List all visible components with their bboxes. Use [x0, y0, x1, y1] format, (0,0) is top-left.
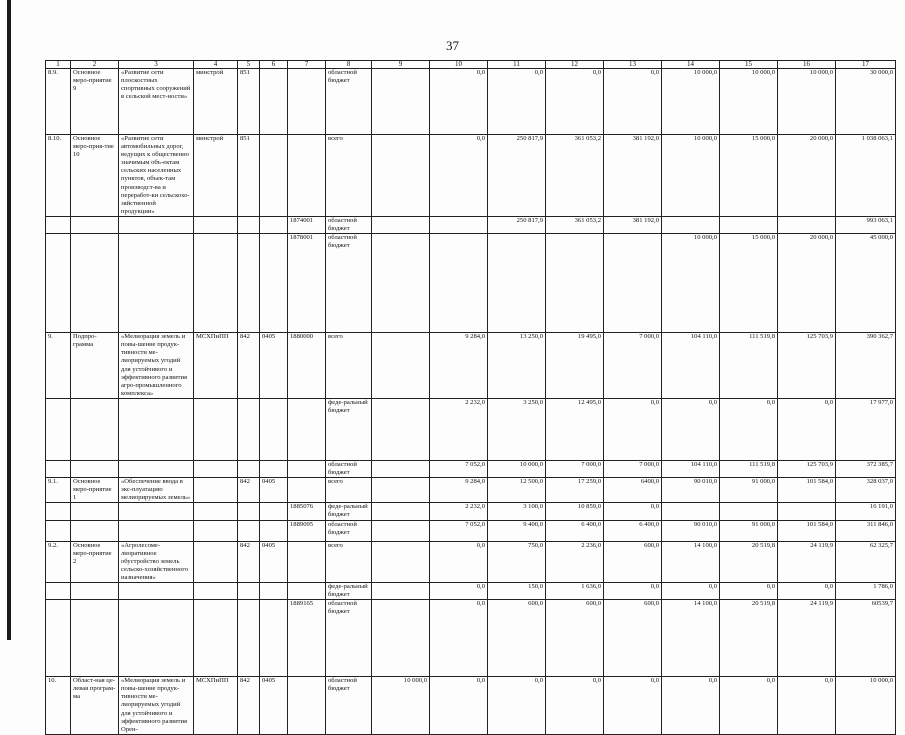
table-cell: 993 063,1: [836, 216, 896, 233]
table-cell: [238, 520, 260, 541]
table-cell: [194, 583, 238, 600]
table-cell: областной бюджет: [326, 460, 372, 477]
table-cell: 6 400,0: [604, 520, 662, 541]
table-cell: 8.9.: [46, 69, 71, 135]
table-cell: 9 284,0: [430, 478, 488, 503]
table-cell: 10 000,0: [488, 460, 546, 477]
table-row: [46, 478, 896, 503]
table-cell: 45 000,0: [836, 234, 896, 333]
table-cell: Подпро-грамма: [71, 333, 119, 399]
table-cell: Основное меро-приятие 2: [71, 541, 119, 582]
table-cell: [372, 234, 430, 333]
table-cell: Област-ная це-левая програм-ма: [71, 677, 119, 735]
table-cell: 3 250,0: [488, 398, 546, 460]
table-cell: 30 000,0: [836, 69, 896, 135]
table-cell: [662, 503, 720, 520]
column-number-cell: 14: [662, 61, 720, 69]
table-cell: [372, 135, 430, 217]
table-cell: 0,0: [720, 677, 778, 735]
table-cell: 2 232,0: [430, 398, 488, 460]
table-cell: 390 362,7: [836, 333, 896, 399]
table-cell: [778, 216, 836, 233]
table-cell: 0,0: [430, 583, 488, 600]
table-cell: [288, 69, 326, 135]
table-cell: 1885076: [288, 503, 326, 520]
table-cell: 0,0: [604, 503, 662, 520]
table-cell: 0,0: [720, 398, 778, 460]
table-cell: 0,0: [662, 677, 720, 735]
table-cell: феде-ральный бюджет: [326, 503, 372, 520]
table-row: [46, 600, 896, 677]
table-row: [46, 216, 896, 233]
table-row: [46, 398, 896, 460]
table-cell: 17 259,0: [546, 478, 604, 503]
budget-table: [45, 60, 896, 735]
table-cell: [260, 503, 288, 520]
table-cell: [238, 216, 260, 233]
table-row: [46, 520, 896, 541]
table-cell: 90 010,0: [662, 520, 720, 541]
page-binding-edge: [7, 0, 11, 640]
table-cell: [46, 398, 71, 460]
table-cell: 0,0: [430, 135, 488, 217]
table-row: [46, 460, 896, 477]
table-cell: феде-ральный бюджет: [326, 583, 372, 600]
table-cell: [720, 503, 778, 520]
table-cell: 10.: [46, 677, 71, 735]
table-cell: 7 000,0: [604, 460, 662, 477]
table-cell: [288, 460, 326, 477]
table-cell: [546, 234, 604, 333]
table-cell: [372, 503, 430, 520]
table-cell: 0,0: [430, 600, 488, 677]
table-cell: [194, 478, 238, 503]
table-cell: [288, 677, 326, 735]
table-cell: областной бюджет: [326, 520, 372, 541]
table-cell: [238, 460, 260, 477]
table-cell: [488, 234, 546, 333]
table-cell: 9.2.: [46, 541, 71, 582]
table-cell: 101 584,0: [778, 520, 836, 541]
table-cell: 0,0: [430, 541, 488, 582]
table-cell: 381 192,0: [604, 216, 662, 233]
table-cell: всего: [326, 541, 372, 582]
column-number-cell: 7: [288, 61, 326, 69]
table-cell: 20 519,8: [720, 600, 778, 677]
table-cell: 1889095: [288, 520, 326, 541]
table-cell: [372, 333, 430, 399]
table-cell: 1889165: [288, 600, 326, 677]
table-cell: [194, 216, 238, 233]
table-cell: всего: [326, 478, 372, 503]
table-cell: 10 000,0: [720, 69, 778, 135]
table-cell: 361 053,2: [546, 135, 604, 217]
table-cell: [119, 600, 194, 677]
table-cell: [288, 398, 326, 460]
column-number-row: [46, 61, 896, 69]
table-cell: [119, 520, 194, 541]
table-cell: [119, 583, 194, 600]
table-cell: 2 236,0: [546, 541, 604, 582]
table-cell: 842: [238, 677, 260, 735]
table-cell: [288, 583, 326, 600]
table-cell: [372, 600, 430, 677]
table-cell: [46, 503, 71, 520]
table-cell: 0405: [260, 333, 288, 399]
table-cell: [604, 234, 662, 333]
column-number-cell: 10: [430, 61, 488, 69]
table-cell: [238, 583, 260, 600]
table-cell: 24 119,9: [778, 600, 836, 677]
table-cell: 7 000,0: [604, 333, 662, 399]
table-cell: 90 010,0: [662, 478, 720, 503]
table-row: [46, 135, 896, 217]
table-cell: 60539,7: [836, 600, 896, 677]
table-row: [46, 234, 896, 333]
table-cell: 14 100,0: [662, 541, 720, 582]
table-cell: 20 000,0: [778, 234, 836, 333]
table-cell: «Мелиорация земель и повы-шение продук-тивности ме-лиорируемых угодий для устойчивого и эффективного развития Орен-: [119, 677, 194, 735]
table-cell: [260, 583, 288, 600]
column-number-cell: 5: [238, 61, 260, 69]
table-cell: 19 495,0: [546, 333, 604, 399]
table-cell: 9 284,0: [430, 333, 488, 399]
table-cell: [430, 234, 488, 333]
table-cell: 311 846,0: [836, 520, 896, 541]
table-cell: 381 192,0: [604, 135, 662, 217]
table-cell: 0,0: [430, 69, 488, 135]
table-cell: 150,0: [488, 583, 546, 600]
table-cell: 16 191,0: [836, 503, 896, 520]
table-cell: 111 519,8: [720, 333, 778, 399]
table-cell: [238, 398, 260, 460]
column-number-cell: 9: [372, 61, 430, 69]
table-cell: [194, 398, 238, 460]
table-row: [46, 69, 896, 135]
table-cell: [46, 600, 71, 677]
table-cell: 2 232,0: [430, 503, 488, 520]
table-cell: [260, 600, 288, 677]
table-cell: 9.1.: [46, 478, 71, 503]
table-cell: [372, 583, 430, 600]
table-cell: [46, 583, 71, 600]
table-cell: [260, 234, 288, 333]
table-cell: [238, 234, 260, 333]
table-cell: 111 519,8: [720, 460, 778, 477]
table-cell: областной бюджет: [326, 216, 372, 233]
table-cell: «Обеспечение ввода в экс-плуатацию мелиорируемых земель»: [119, 478, 194, 503]
table-cell: [778, 503, 836, 520]
column-number-cell: 6: [260, 61, 288, 69]
table-cell: [71, 520, 119, 541]
table-cell: [260, 520, 288, 541]
table-cell: 250 817,9: [488, 135, 546, 217]
table-row: [46, 677, 896, 735]
table-cell: [119, 503, 194, 520]
table-cell: МСХПиПП: [194, 333, 238, 399]
table-cell: Основное меро-прия-тие 10: [71, 135, 119, 217]
table-cell: [194, 600, 238, 677]
table-cell: областной бюджет: [326, 234, 372, 333]
table-cell: 91 000,0: [720, 478, 778, 503]
table-cell: 7 052,0: [430, 520, 488, 541]
table-cell: 10 000,0: [836, 677, 896, 735]
table-cell: 9 400,0: [488, 520, 546, 541]
table-cell: [238, 600, 260, 677]
table-cell: 1 786,0: [836, 583, 896, 600]
table-cell: 250 817,9: [488, 216, 546, 233]
table-cell: [372, 541, 430, 582]
table-cell: [260, 398, 288, 460]
table-cell: областной бюджет: [326, 600, 372, 677]
column-number-cell: 3: [119, 61, 194, 69]
table-cell: [71, 460, 119, 477]
table-cell: 125 703,9: [778, 333, 836, 399]
table-cell: Основное меро-приятие 9: [71, 69, 119, 135]
column-number-cell: 16: [778, 61, 836, 69]
table-cell: 750,0: [488, 541, 546, 582]
table-cell: 12 495,0: [546, 398, 604, 460]
table-cell: 0,0: [604, 69, 662, 135]
table-cell: 600,0: [546, 600, 604, 677]
table-cell: феде-ральный бюджет: [326, 398, 372, 460]
table-cell: 842: [238, 478, 260, 503]
table-cell: Основное меро-приятие 1: [71, 478, 119, 503]
table-cell: [71, 234, 119, 333]
table-cell: минстрой: [194, 69, 238, 135]
table-cell: 1880000: [288, 333, 326, 399]
table-cell: областной бюджет: [326, 677, 372, 735]
table-row: [46, 541, 896, 582]
table-cell: 1 636,0: [546, 583, 604, 600]
table-cell: 372 385,7: [836, 460, 896, 477]
column-number-cell: 11: [488, 61, 546, 69]
table-cell: [194, 520, 238, 541]
column-number-cell: 12: [546, 61, 604, 69]
table-cell: [260, 135, 288, 217]
table-cell: 0,0: [488, 677, 546, 735]
table-cell: 1 038 063,1: [836, 135, 896, 217]
column-number-cell: 4: [194, 61, 238, 69]
table-cell: [119, 460, 194, 477]
table-cell: 9.: [46, 333, 71, 399]
table-cell: 15 000,0: [720, 234, 778, 333]
table-cell: 0405: [260, 677, 288, 735]
table-cell: 361 053,2: [546, 216, 604, 233]
table-cell: 0,0: [662, 583, 720, 600]
table-cell: [288, 541, 326, 582]
table-cell: [71, 216, 119, 233]
table-cell: 125 703,9: [778, 460, 836, 477]
table-cell: 600,0: [488, 600, 546, 677]
table-cell: [46, 520, 71, 541]
table-row: [46, 333, 896, 399]
table-cell: [372, 69, 430, 135]
table-cell: 600,0: [604, 600, 662, 677]
table-cell: [260, 69, 288, 135]
table-cell: [119, 398, 194, 460]
table-cell: [288, 478, 326, 503]
table-cell: 6400,0: [604, 478, 662, 503]
page-number: 37: [446, 38, 459, 53]
table-cell: 20 000,0: [778, 135, 836, 217]
table-cell: [372, 478, 430, 503]
table-cell: [194, 541, 238, 582]
table-cell: 10 859,0: [546, 503, 604, 520]
table-cell: «Агролесоме-лиоративное обустройство земель сельско-хозяйственного назначения»: [119, 541, 194, 582]
table-cell: 0,0: [488, 69, 546, 135]
table-cell: 0,0: [546, 69, 604, 135]
column-number-cell: 1: [46, 61, 71, 69]
table-cell: областной бюджет: [326, 69, 372, 135]
table-cell: 7 052,0: [430, 460, 488, 477]
table-cell: 15 000,0: [720, 135, 778, 217]
table-cell: 24 119,9: [778, 541, 836, 582]
table-cell: 104 110,0: [662, 460, 720, 477]
table-cell: 104 110,0: [662, 333, 720, 399]
table-cell: 0,0: [662, 398, 720, 460]
table-cell: 0,0: [430, 677, 488, 735]
table-cell: [372, 520, 430, 541]
table-row: [46, 503, 896, 520]
table-cell: [260, 460, 288, 477]
table-cell: 0,0: [604, 398, 662, 460]
table-cell: 6 400,0: [546, 520, 604, 541]
table-cell: 0,0: [778, 583, 836, 600]
table-cell: 3 100,0: [488, 503, 546, 520]
table-cell: 851: [238, 135, 260, 217]
table-cell: [46, 216, 71, 233]
table-cell: 1878001: [288, 234, 326, 333]
table-cell: 0,0: [720, 583, 778, 600]
table-cell: 13 250,0: [488, 333, 546, 399]
table-cell: 7 000,0: [546, 460, 604, 477]
table-cell: [372, 460, 430, 477]
table-cell: 0,0: [778, 398, 836, 460]
table-cell: «Развитие сети плоскостных спортивных сооружений в сельской мест-ности»: [119, 69, 194, 135]
table-cell: 12 500,0: [488, 478, 546, 503]
table-cell: [238, 503, 260, 520]
table-cell: [430, 216, 488, 233]
table-cell: 851: [238, 69, 260, 135]
table-cell: 10 000,0: [662, 234, 720, 333]
table-cell: 0405: [260, 541, 288, 582]
table-cell: «Мелиорация земель и повы-шение продук-тивности ме-лиорируемых угодий для устойчивого и эффективного развития агро-промышленного комплекса»: [119, 333, 194, 399]
table-cell: 91 000,0: [720, 520, 778, 541]
table-cell: [71, 583, 119, 600]
table-cell: [720, 216, 778, 233]
table-cell: 10 000,0: [662, 135, 720, 217]
table-cell: 0,0: [604, 583, 662, 600]
table-cell: [288, 135, 326, 217]
table-cell: «Развитие сети автомобильных дорог, ведущих к общественно значимым объ-ектам сельских населенных пунктов, объек-там производст-ва и переработ-ки сельскохо-зяйственной продукции»: [119, 135, 194, 217]
table-cell: [119, 216, 194, 233]
table-cell: 8.10.: [46, 135, 71, 217]
table-cell: 0,0: [778, 677, 836, 735]
table-cell: 10 000,0: [778, 69, 836, 135]
table-cell: минстрой: [194, 135, 238, 217]
table-cell: [372, 398, 430, 460]
table-cell: 842: [238, 541, 260, 582]
table-cell: [71, 398, 119, 460]
table-cell: 600,0: [604, 541, 662, 582]
column-number-cell: 2: [71, 61, 119, 69]
column-number-cell: 15: [720, 61, 778, 69]
table-cell: 17 977,0: [836, 398, 896, 460]
table-cell: всего: [326, 333, 372, 399]
table-cell: 328 037,0: [836, 478, 896, 503]
table-cell: 10 000,0: [662, 69, 720, 135]
table-cell: 20 519,8: [720, 541, 778, 582]
table-row: [46, 583, 896, 600]
table-cell: 62 325,7: [836, 541, 896, 582]
table-cell: 0405: [260, 478, 288, 503]
table-cell: 0,0: [546, 677, 604, 735]
table-cell: [194, 503, 238, 520]
table-cell: [71, 600, 119, 677]
table-cell: [260, 216, 288, 233]
table-cell: [46, 460, 71, 477]
table-cell: МСХПиПП: [194, 677, 238, 735]
column-number-cell: 8: [326, 61, 372, 69]
table-cell: [194, 234, 238, 333]
table-cell: 101 584,0: [778, 478, 836, 503]
column-number-cell: 13: [604, 61, 662, 69]
table-cell: всего: [326, 135, 372, 217]
table-cell: [194, 460, 238, 477]
table-cell: [372, 216, 430, 233]
table-cell: 1874001: [288, 216, 326, 233]
table-cell: [119, 234, 194, 333]
table-cell: 14 100,0: [662, 600, 720, 677]
table-cell: [662, 216, 720, 233]
table-cell: 10 000,0: [372, 677, 430, 735]
table-cell: 0,0: [604, 677, 662, 735]
table-cell: 842: [238, 333, 260, 399]
table-cell: [46, 234, 71, 333]
table-cell: [71, 503, 119, 520]
column-number-cell: 17: [836, 61, 896, 69]
